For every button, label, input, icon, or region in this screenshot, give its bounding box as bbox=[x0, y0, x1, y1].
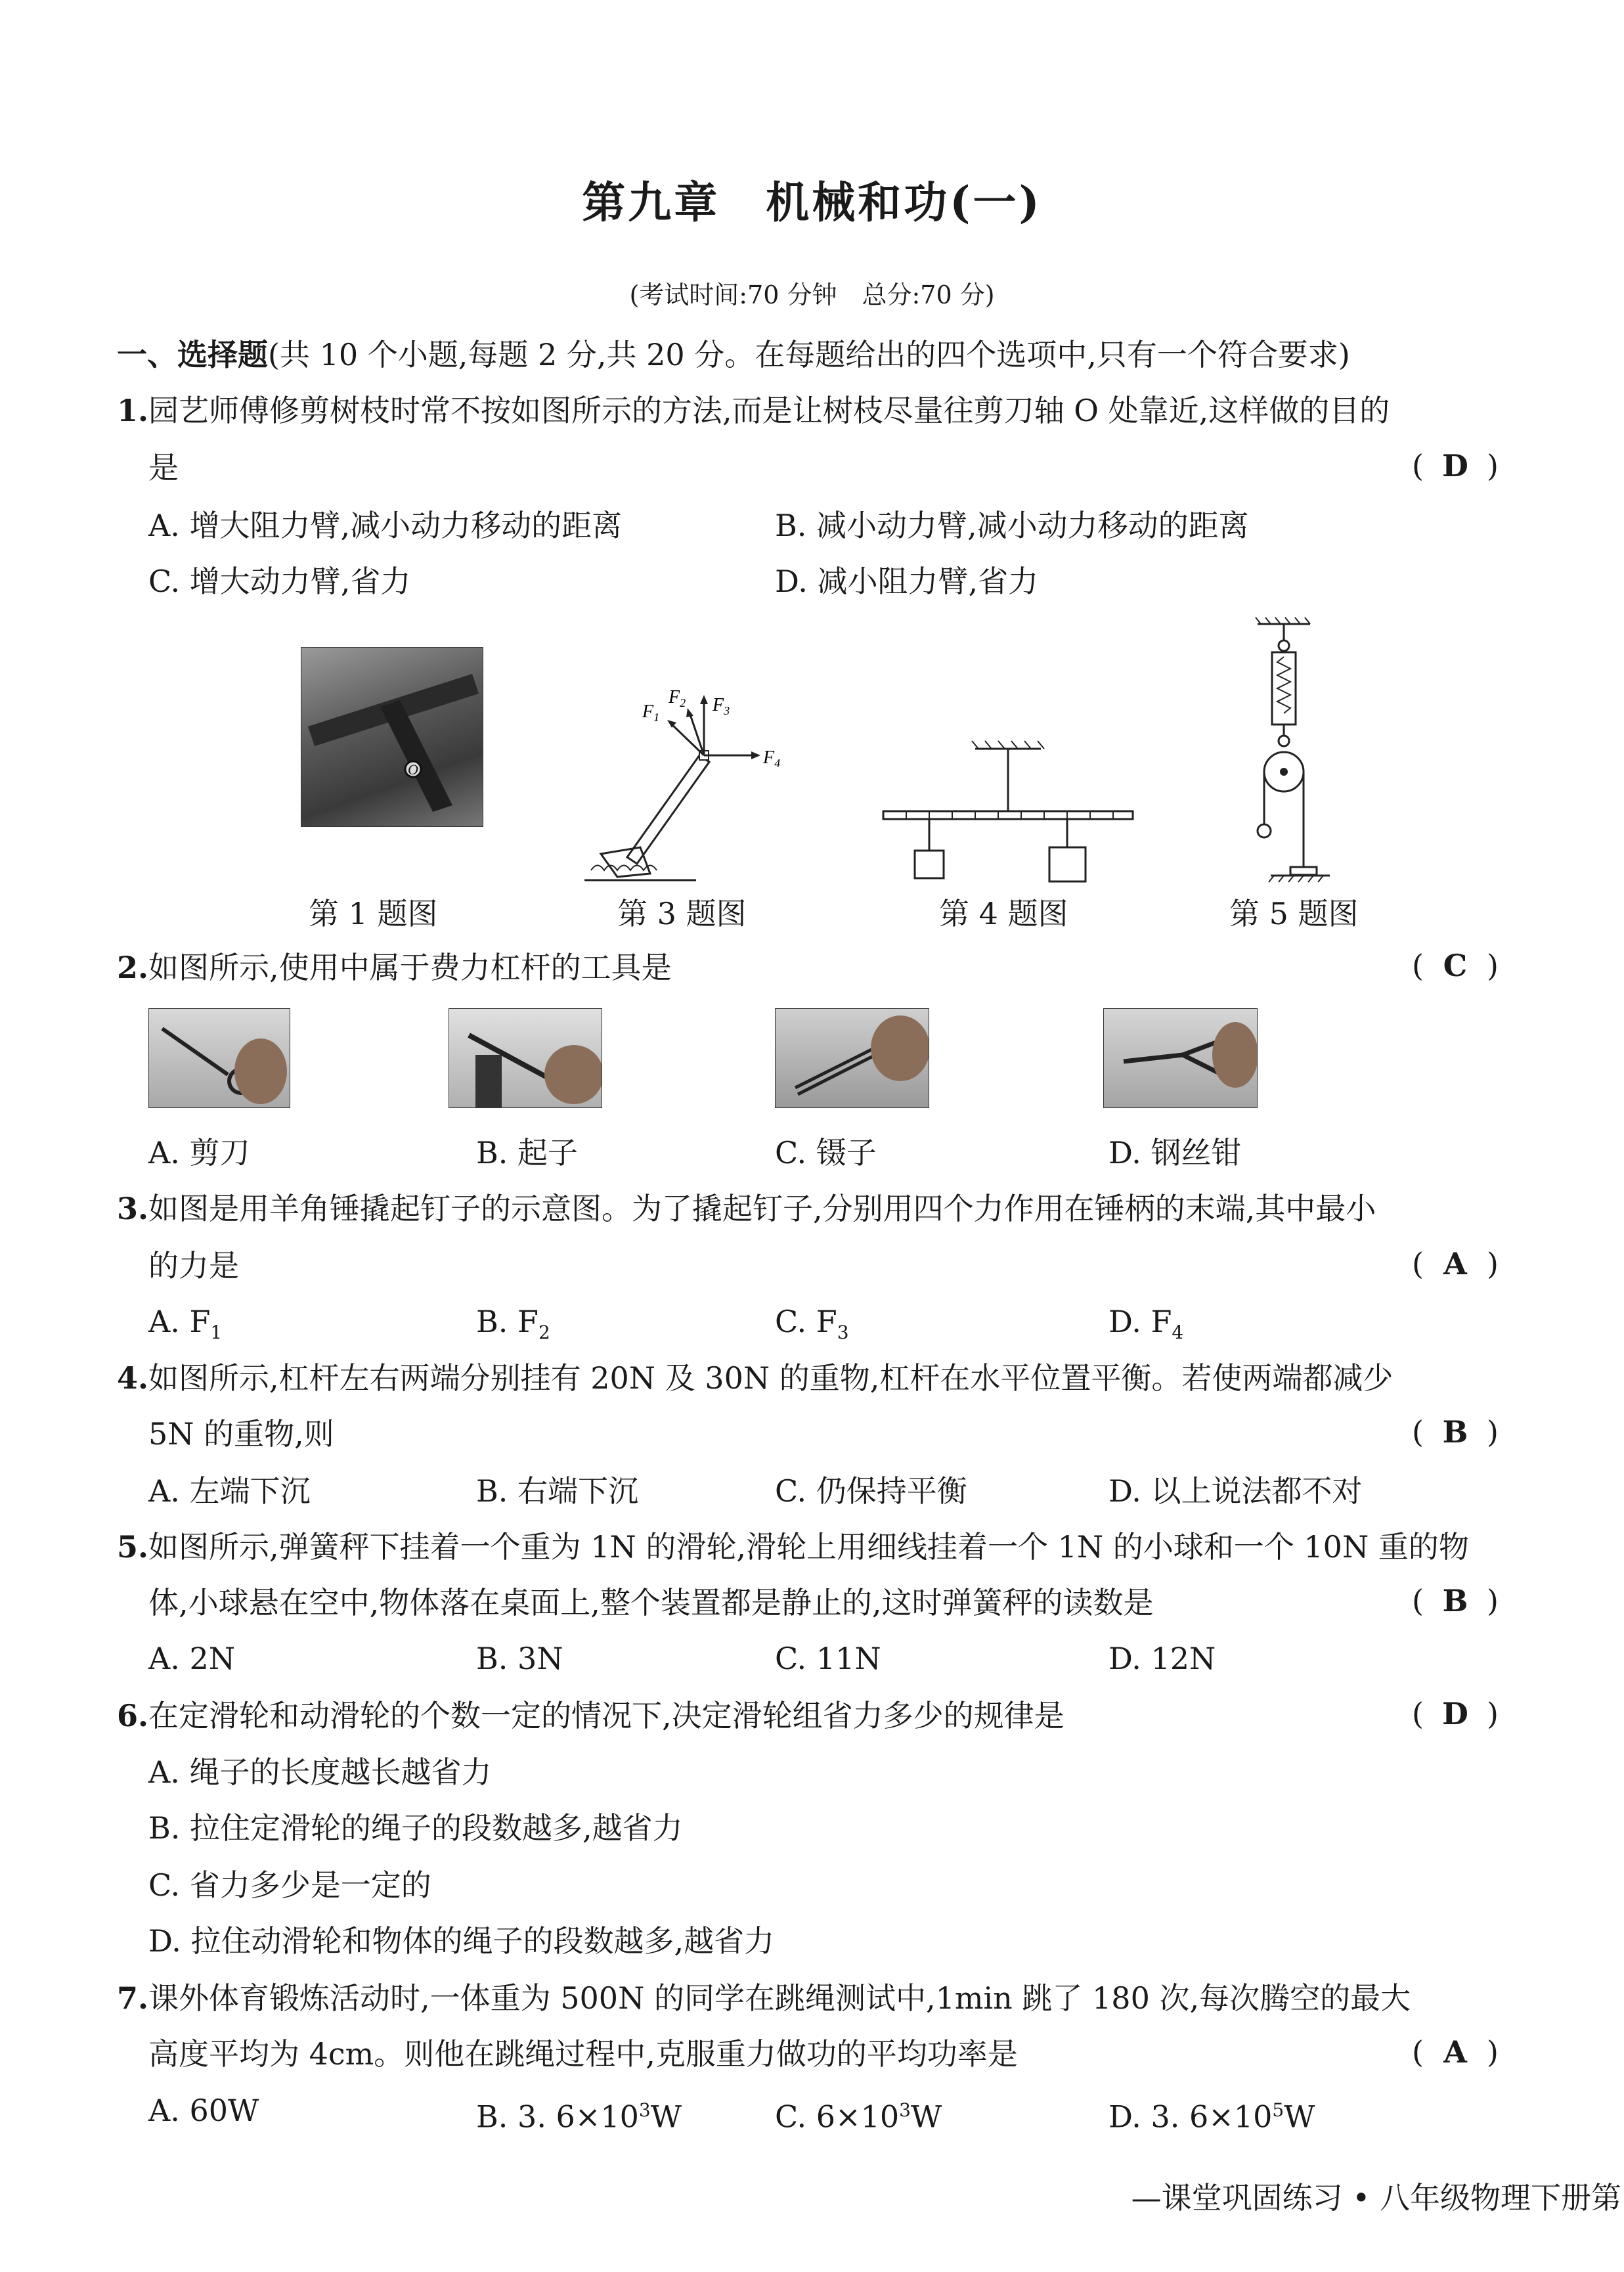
option-b: B. 3. $6\times 10^3W$ bbox=[476, 2099, 682, 2135]
option-b: B. 3N bbox=[476, 1641, 563, 1676]
question-6 bbox=[117, 1696, 1064, 1735]
exam-info: (考试时间:70 分钟 总分:70 分) bbox=[629, 280, 995, 309]
option-d: D. 以上说法都不对 bbox=[1108, 1473, 1363, 1509]
page-title: 第九章 机械和功(一) bbox=[582, 177, 1042, 228]
question-number: 4. bbox=[117, 1360, 149, 1396]
option-d: D. $F_4$ bbox=[1108, 1304, 1184, 1344]
question-1-line2: 是 bbox=[148, 450, 179, 485]
question-number: 2. bbox=[117, 950, 149, 985]
option-d: D. 减小阻力臂,省力 bbox=[775, 564, 1039, 599]
option-c: C. 省力多少是一定的 bbox=[148, 1867, 431, 1903]
answer-box: ( C ) bbox=[1412, 948, 1499, 983]
question-3-line2: 的力是 bbox=[148, 1248, 239, 1283]
answer-box: ( D ) bbox=[1412, 1696, 1499, 1731]
question-text: 在定滑轮和动滑轮的个数一定的情况下,决定滑轮组省力多少的规律是 bbox=[148, 1698, 1064, 1733]
question-4 bbox=[117, 1358, 1393, 1398]
pliers-photo bbox=[1103, 1008, 1258, 1108]
question-5-line2: 体,小球悬在空中,物体落在桌面上,整个装置都是静止的,这时弹簧秤的读数是 bbox=[148, 1585, 1154, 1620]
option-c: C. $6\times 10^3W$ bbox=[775, 2099, 942, 2135]
option-c: C. $F_3$ bbox=[775, 1304, 849, 1344]
tweezers-photo bbox=[775, 1008, 929, 1108]
option-d: D. 拉住动滑轮和物体的绳子的段数越多,越省力 bbox=[148, 1923, 775, 1959]
figure-3-caption: 第 3 题图 bbox=[617, 896, 747, 931]
answer-box: ( B ) bbox=[1412, 1414, 1499, 1450]
question-7 bbox=[117, 1978, 1411, 2018]
option-c: C. 仍保持平衡 bbox=[775, 1473, 967, 1509]
option-a: A. 60W bbox=[148, 2093, 259, 2128]
bottle-opener-photo bbox=[449, 1008, 602, 1108]
option-c: C. 11N bbox=[775, 1641, 881, 1676]
option-d: D. 钢丝钳 bbox=[1108, 1135, 1242, 1170]
answer: B bbox=[1442, 1414, 1468, 1450]
option-b: B. 右端下沉 bbox=[476, 1473, 639, 1509]
answer: C bbox=[1443, 948, 1468, 983]
question-3 bbox=[117, 1189, 1376, 1228]
question-2 bbox=[117, 948, 672, 987]
force-f3-label: $F_3$ bbox=[713, 695, 730, 717]
question-text: 园艺师傅修剪树枝时常不按如图所示的方法,而是让树枝尽量往剪刀轴 O 处靠近,这样做的目的 bbox=[148, 393, 1390, 428]
answer: D bbox=[1442, 1696, 1468, 1731]
figure-5-spring-scale-pulley bbox=[1231, 614, 1336, 890]
option-a: A. 2N bbox=[148, 1641, 235, 1676]
question-text: 如图所示,弹簧秤下挂着一个重为 1N 的滑轮,滑轮上用细线挂着一个 1N 的小球和一个 10N 重的物 bbox=[148, 1529, 1469, 1565]
option-b: B. $F_2$ bbox=[476, 1304, 550, 1344]
figure-4-caption: 第 4 题图 bbox=[939, 896, 1068, 931]
option-a: A. 剪刀 bbox=[148, 1135, 250, 1170]
option-b: B. 起子 bbox=[476, 1135, 579, 1170]
question-5 bbox=[117, 1527, 1469, 1567]
question-4-line2: 5N 的重物,则 bbox=[148, 1416, 334, 1452]
section-heading bbox=[117, 335, 1350, 374]
answer: B bbox=[1442, 1583, 1468, 1618]
question-text: 如图所示,使用中属于费力杠杆的工具是 bbox=[148, 950, 672, 985]
question-number: 5. bbox=[117, 1529, 149, 1565]
option-b: B. 拉住定滑轮的绳子的段数越多,越省力 bbox=[148, 1810, 683, 1846]
option-c: C. 镊子 bbox=[775, 1135, 877, 1170]
figure-1-caption: 第 1 题图 bbox=[309, 896, 438, 931]
option-d: D. 12N bbox=[1108, 1641, 1216, 1676]
pivot-o-label: O bbox=[408, 761, 418, 778]
question-7-line2: 高度平均为 4cm。则他在跳绳过程中,克服重力做功的平均功率是 bbox=[148, 2036, 1018, 2072]
force-f1-label: $F_1$ bbox=[642, 702, 660, 724]
question-number: 1. bbox=[117, 393, 149, 428]
answer: A bbox=[1443, 2034, 1467, 2070]
figure-4-lever-diagram bbox=[877, 739, 1139, 890]
section-desc: (共 10 个小题,每题 2 分,共 20 分。在每题给出的四个选项中,只有一个符合要求) bbox=[268, 337, 1350, 372]
answer-box: ( A ) bbox=[1412, 2034, 1499, 2070]
question-text: 如图是用羊角锤撬起钉子的示意图。为了撬起钉子,分别用四个力作用在锤柄的末端,其中最小 bbox=[148, 1191, 1376, 1226]
scissors-photo bbox=[148, 1008, 290, 1108]
answer: D bbox=[1442, 448, 1468, 483]
figure-3-claw-hammer-diagram bbox=[578, 683, 781, 893]
question-number: 3. bbox=[117, 1191, 149, 1226]
figure-1-pruning-shears-photo bbox=[301, 647, 483, 827]
page-footer: —课堂巩固练习 • 八年级物理下册第 bbox=[1131, 2180, 1621, 2216]
answer: A bbox=[1443, 1246, 1467, 1281]
option-a: A. 绳子的长度越长越省力 bbox=[148, 1754, 492, 1790]
option-d: D. 3. $6\times 10^5W$ bbox=[1108, 2099, 1315, 2135]
option-a: A. 增大阻力臂,减小动力移动的距离 bbox=[148, 508, 623, 543]
answer-box: ( D ) bbox=[1412, 448, 1499, 483]
question-text: 如图所示,杠杆左右两端分别挂有 20N 及 30N 的重物,杠杆在水平位置平衡。若使两端都减少 bbox=[148, 1360, 1394, 1396]
figure-5-caption: 第 5 题图 bbox=[1229, 896, 1359, 931]
answer-box: ( B ) bbox=[1412, 1583, 1499, 1618]
question-1 bbox=[117, 391, 1390, 430]
section-label: 一、选择题 bbox=[117, 337, 268, 372]
question-text: 课外体育锻炼活动时,一体重为 500N 的同学在跳绳测试中,1min 跳了 180 次,每次腾空的最大 bbox=[148, 1980, 1411, 2016]
option-c: C. 增大动力臂,省力 bbox=[148, 564, 411, 599]
option-a: A. 左端下沉 bbox=[148, 1473, 311, 1509]
option-b: B. 减小动力臂,减小动力移动的距离 bbox=[775, 508, 1249, 543]
force-f4-label: $F_4$ bbox=[763, 747, 781, 770]
question-number: 6. bbox=[117, 1698, 149, 1733]
question-number: 7. bbox=[117, 1980, 149, 2016]
option-a: A. $F_1$ bbox=[148, 1304, 223, 1344]
force-f2-label: $F_2$ bbox=[669, 687, 686, 709]
answer-box: ( A ) bbox=[1412, 1246, 1499, 1281]
